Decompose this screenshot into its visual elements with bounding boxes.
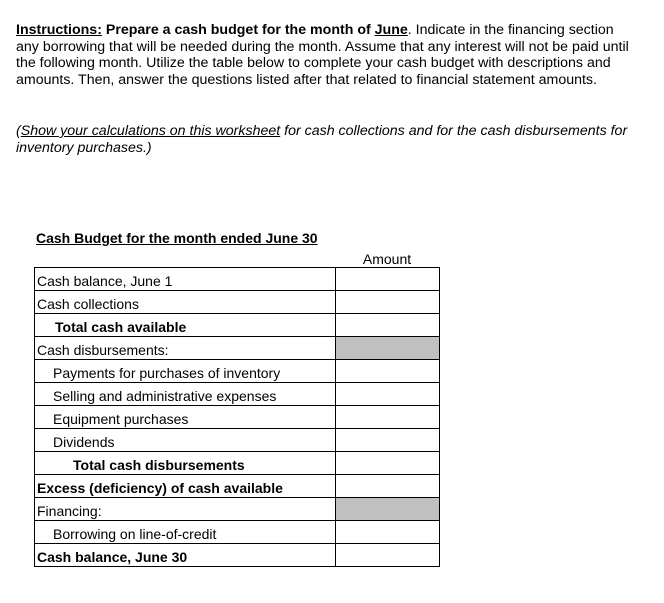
table-row xyxy=(35,521,440,544)
note-open-paren: ( xyxy=(16,123,21,139)
row-label-excess-deficiency: Excess (deficiency) of cash available xyxy=(35,475,336,498)
table-row xyxy=(35,452,440,475)
row-label-financing: Financing: xyxy=(35,498,336,521)
instructions-month: June xyxy=(374,22,408,38)
table-row xyxy=(35,475,440,498)
row-label-equipment-purchases: Equipment purchases xyxy=(35,406,336,429)
row-label-total-cash-available: Total cash available xyxy=(35,314,336,337)
amount-column-header: Amount xyxy=(362,251,412,267)
row-label-cash-balance-june-30: Cash balance, June 30 xyxy=(35,544,336,567)
calculation-note xyxy=(16,123,636,156)
budget-title: Cash Budget for the month ended June 30 xyxy=(36,230,318,246)
row-label-cash-disbursements: Cash disbursements: xyxy=(35,337,336,360)
amount-cell-cash-balance-june-30[interactable] xyxy=(336,544,440,567)
table-row xyxy=(35,498,440,521)
table-row xyxy=(35,268,440,291)
table-row xyxy=(35,544,440,567)
row-label-selling-admin-expenses: Selling and administrative expenses xyxy=(35,383,336,406)
amount-cell-dividends[interactable] xyxy=(336,429,440,452)
table-row xyxy=(35,360,440,383)
amount-cell-borrowing[interactable] xyxy=(336,521,440,544)
table-row xyxy=(35,429,440,452)
cash-budget-table xyxy=(34,267,440,567)
instructions-part2: . Indicate in the financing section any borrowing that will be needed during the month. Assume that any interest will not be paid until the following month. Utilize the table below to complete your cash budget with descriptions and amounts. Then, answer the questions listed after that related to financial statement amounts. xyxy=(16,22,629,88)
amount-cell-equipment-purchases[interactable] xyxy=(336,406,440,429)
table-row xyxy=(35,383,440,406)
note-rest: for cash collections and for the cash disbursements for inventory purchases.) xyxy=(16,123,628,156)
amount-cell-cash-collections[interactable] xyxy=(336,291,440,314)
amount-cell-selling-admin-expenses[interactable] xyxy=(336,383,440,406)
amount-cell-excess-deficiency[interactable] xyxy=(336,475,440,498)
row-label-cash-collections: Cash collections xyxy=(35,291,336,314)
instructions-paragraph xyxy=(16,22,636,88)
row-label-total-cash-disbursements: Total cash disbursements xyxy=(35,452,336,475)
row-label-inventory-payments: Payments for purchases of inventory xyxy=(35,360,336,383)
row-label-cash-balance-june-1: Cash balance, June 1 xyxy=(35,268,336,291)
row-label-dividends: Dividends xyxy=(35,429,336,452)
row-label-borrowing: Borrowing on line-of-credit xyxy=(35,521,336,544)
table-row xyxy=(35,406,440,429)
table-row xyxy=(35,291,440,314)
table-row xyxy=(35,314,440,337)
note-worksheet-link[interactable]: Show your calculations on this worksheet xyxy=(20,123,281,139)
amount-cell-total-cash-available[interactable] xyxy=(336,314,440,337)
amount-cell-cash-disbursements-shaded xyxy=(336,337,440,360)
amount-cell-financing-shaded xyxy=(336,498,440,521)
amount-cell-cash-balance-june-1[interactable] xyxy=(336,268,440,291)
instructions-part1: Prepare a cash budget for the month of xyxy=(101,22,375,38)
table-row xyxy=(35,337,440,360)
amount-cell-total-cash-disbursements[interactable] xyxy=(336,452,440,475)
amount-cell-inventory-payments[interactable] xyxy=(336,360,440,383)
instructions-lead: Instructions: xyxy=(16,22,102,38)
